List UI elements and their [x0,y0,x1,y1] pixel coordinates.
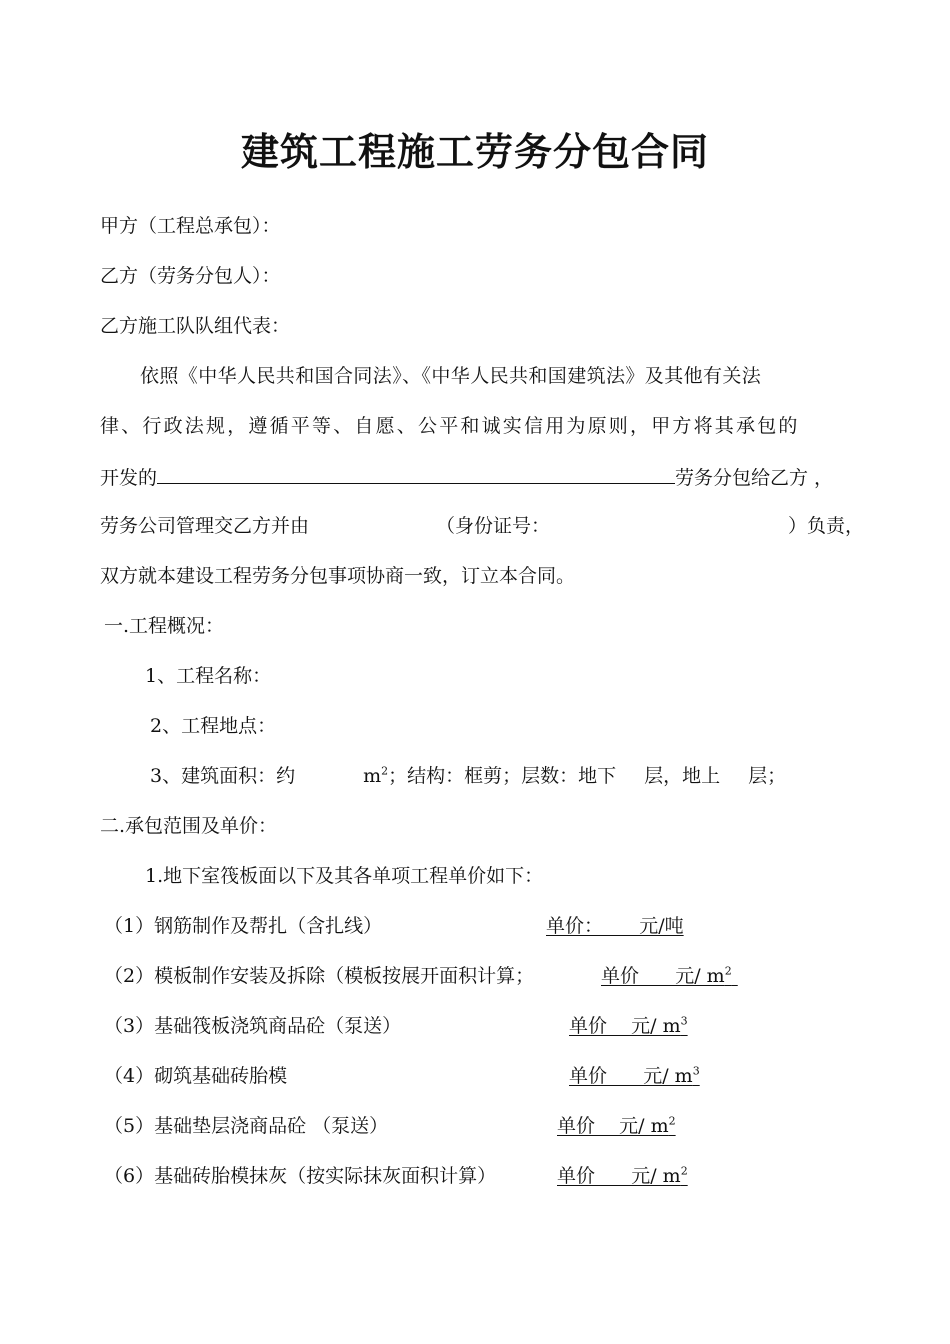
price-row-label: （1）钢筋制作及帮扎（含扎线） [104,915,383,937]
intro-line-4 [100,513,309,539]
intro-line-4-suffix: ）负责， [788,515,865,537]
intro-line-5: 双方就本建设工程劳务分包事项协商一致，订立本合同。 [100,565,576,587]
structure-text: ；结构：框剪；层数：地下 [388,765,617,787]
intro-line-2: 律、行政法规，遵循平等、自愿、公平和诚实信用为原则，甲方将其承包的 [100,415,800,437]
section-2-heading: 二.承包范围及单价： [100,815,278,837]
area-label: 3、建筑面积：约 [150,765,296,787]
intro-line-3 [100,463,833,491]
price-row-value: 单价 元/ $m^3$ [569,1064,700,1087]
party-a-line: 甲方（工程总承包）： [100,215,281,237]
price-row-label: （6）基础砖胎模抹灰（按实际抹灰面积计算） [104,1165,497,1187]
intro-line-3-suffix: 劳务分包给乙方 ， [675,467,834,489]
price-row-label: （5）基础垫层浇商品砼 （泵送） [104,1115,389,1137]
document-title: 建筑工程施工劳务分包合同 [240,129,709,174]
project-name-item: 1、工程名称： [145,665,272,687]
intro-line-1: 依照《中华人民共和国合同法》、《中华人民共和国建筑法》及其他有关法 [140,365,762,387]
section-1-heading: 一.工程概况： [104,615,225,637]
area-unit-sup: 2 [381,764,389,778]
party-b-line: 乙方（劳务分包人）： [100,265,281,287]
price-row-value: 单价 元/ $m^2$ [557,1164,688,1187]
id-number-label: （身份证号： [436,515,551,537]
price-row-value: 单价： 元/吨 [546,915,684,937]
floor-end-text: 层； [748,765,787,787]
project-location-item: 2、工程地点： [150,715,277,737]
intro-line-4-prefix: 劳务公司管理交乙方并由 [100,515,310,537]
intro-line-3-prefix: 开发的 [100,467,158,489]
price-row-label: （3）基础筏板浇筑商品砼（泵送） [104,1015,402,1037]
price-row-label: （2）模板制作安装及拆除（模板按展开面积计算； [104,965,535,987]
area-unit: m [363,765,382,787]
price-row-value: 单价 元/ $m^2$ [601,964,732,987]
building-area-item [150,763,786,789]
team-rep-line: 乙方施工队队组代表： [100,315,291,337]
section-2-sub-1: 1.地下室筏板面以下及其各单项工程单价如下： [145,865,544,887]
price-row-label: （4）砌筑基础砖胎模 [104,1065,288,1087]
price-row-value: 单价 元/ $m^2$ [557,1114,676,1137]
price-row-value: 单价 元/ $m^3$ [569,1014,688,1037]
above-ground-text: 层，地上 [644,765,721,787]
project-blank [157,463,675,484]
